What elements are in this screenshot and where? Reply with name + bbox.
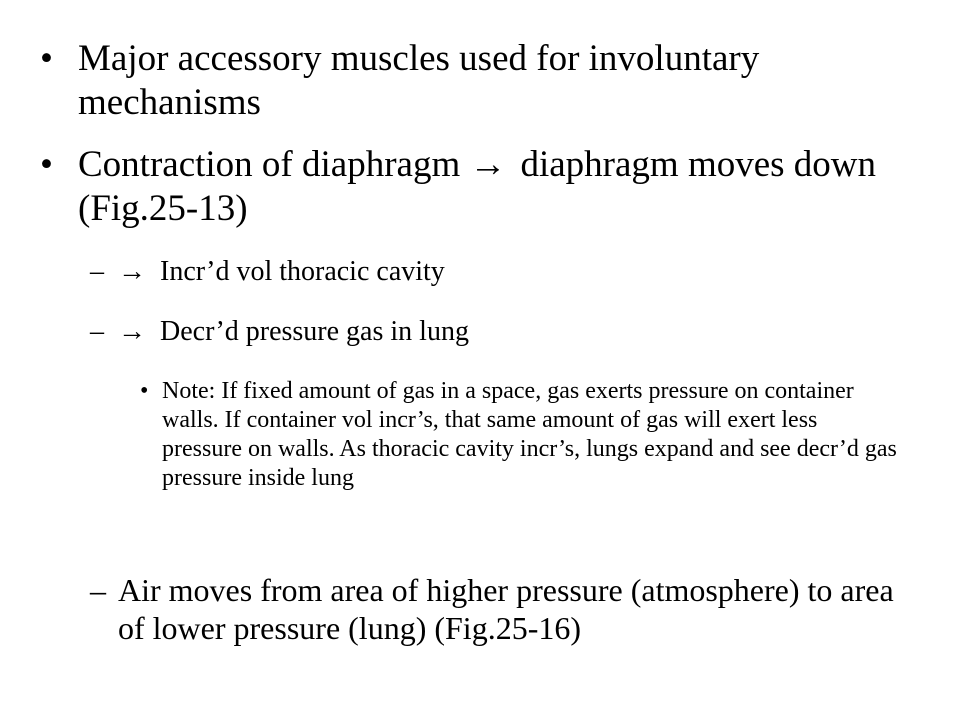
dash-text: Air moves from area of higher pressure (atmosphere) to area of lower pressure (lung) (Fig.25-16) <box>118 572 894 646</box>
dash-text <box>118 255 920 289</box>
dash-marker: – <box>90 316 104 347</box>
bullet-marker: • <box>140 378 149 404</box>
dash-text-part: Decr’d pressure gas in lung <box>160 316 469 347</box>
dash-item-pressure <box>90 315 920 349</box>
bullet-text: Major accessory muscles used for involuntary mechanisms <box>78 38 760 123</box>
bullet-text-part: Contraction of diaphragm <box>78 144 461 185</box>
note-text: Note: If fixed amount of gas in a space, gas exerts pressure on container walls. If container vol incr’s, that same amount of gas will exert less pressure on walls. As thoracic cavity incr’s, lungs expand and see decr’d gas pressure inside lung <box>162 378 897 491</box>
dash-text <box>118 315 920 349</box>
right-arrow-icon: → <box>118 256 146 287</box>
bullet-text <box>78 143 920 231</box>
right-arrow-icon: → <box>469 144 507 185</box>
bullet-text-part: diaphragm moves down (Fig.25-13) <box>78 144 877 229</box>
bullet-marker: • <box>40 144 53 185</box>
dash-marker: – <box>90 256 104 287</box>
note-bullet <box>140 377 900 493</box>
bullet-accessory-muscles <box>40 37 920 125</box>
dash-item-air-moves <box>90 571 920 647</box>
bullet-marker: • <box>40 38 53 79</box>
right-arrow-icon: → <box>118 316 146 347</box>
dash-marker: – <box>90 572 106 608</box>
dash-item-volume <box>90 255 920 289</box>
dash-text-part: Incr’d vol thoracic cavity <box>160 256 445 287</box>
bullet-diaphragm-contraction <box>40 143 920 231</box>
